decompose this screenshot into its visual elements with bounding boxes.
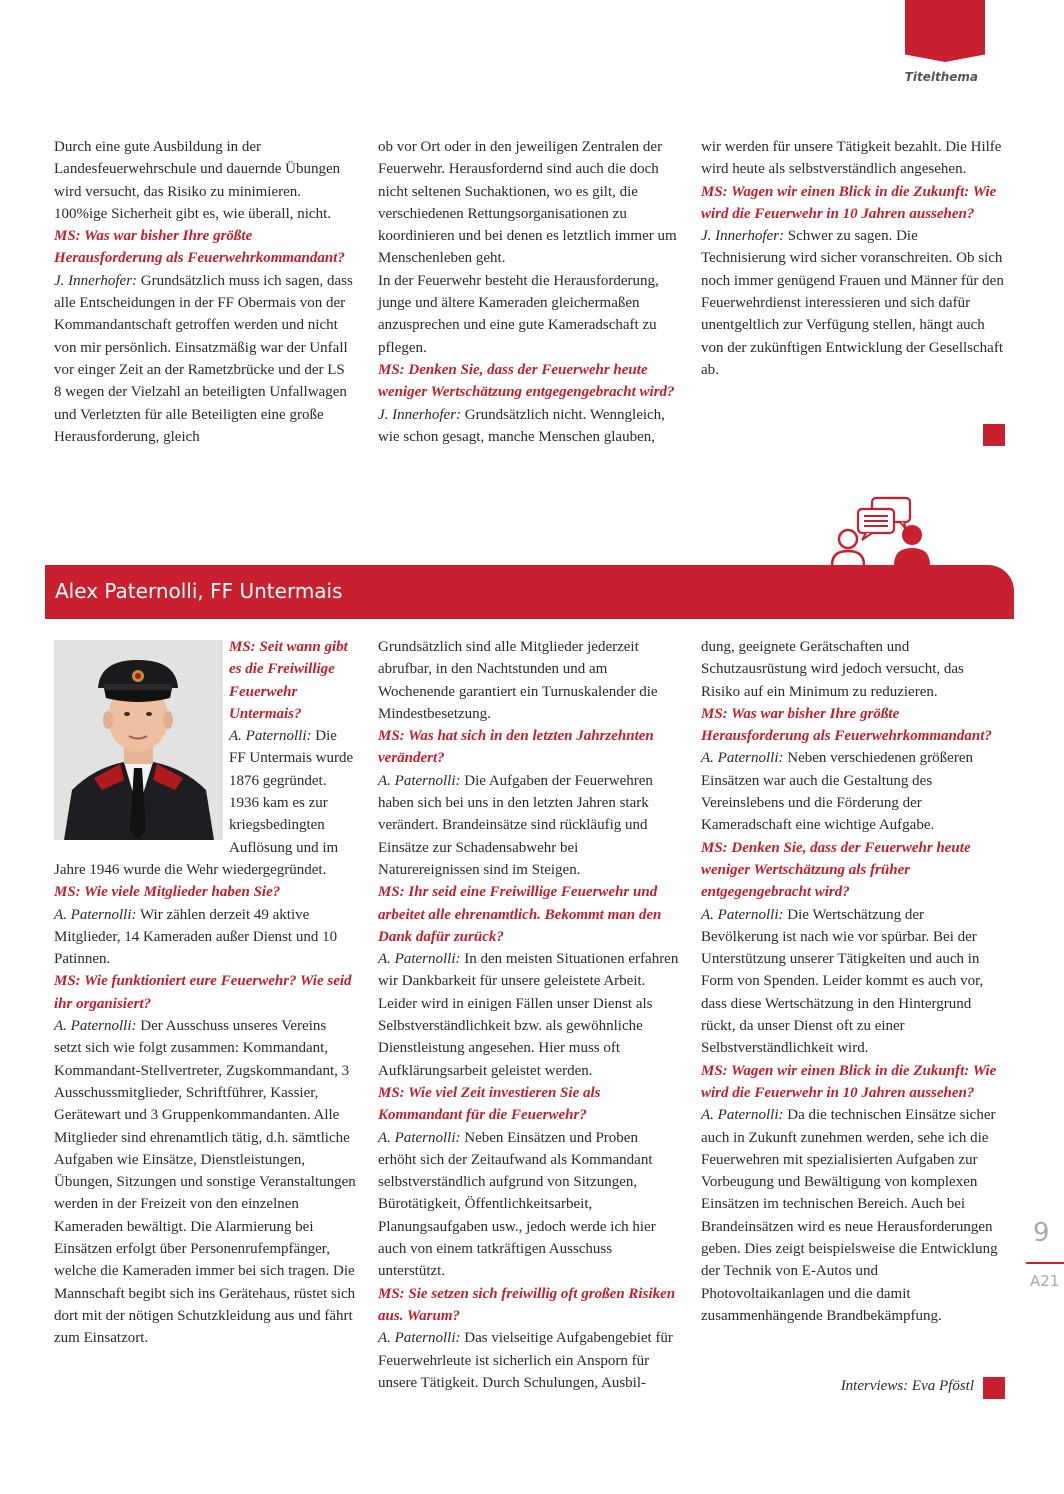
answer-text: Grundsätzlich nicht. Wenngleich, wie schon gesagt, manche Menschen glauben, bbox=[378, 406, 665, 445]
interview-question: MS: Wagen wir einen Blick in die Zukunft: Wie wird die Feuerwehr in 10 Jahren aussehen? bbox=[701, 1062, 997, 1101]
answer-text: Neben verschiedenen größeren Einsätzen war auch die Gestaltung des Vereinslebens und die Förderung der Kameradschaft eine wichtige Aufgabe. bbox=[701, 750, 973, 834]
bottom-column-1 bbox=[54, 636, 356, 1350]
answer-text: Neben Einsätzen und Proben erhöht sich der Zeitaufwand als Kommandant selbstverständlich aufgrund von Sitzungen, Bürotätigkeit, Öffentlichkeitsarbeit, Planungsaufgaben usw., jedoch werde ich hier auch von einem tatkräftigen Ausschuss unterstützt. bbox=[378, 1129, 656, 1280]
speaker-name: A. Paternolli: bbox=[701, 906, 784, 923]
section-tab-marker bbox=[905, 0, 985, 62]
bottom-column-2 bbox=[378, 636, 680, 1394]
interview-title: Alex Paternolli, FF Untermais bbox=[55, 579, 343, 603]
interview-answer bbox=[378, 948, 680, 1082]
interview-answer bbox=[701, 1104, 1005, 1327]
answer-text: Da die technischen Einsätze sicher auch in Zukunft zunehmen werden, sehe ich die Feuerwehren mit spezialisierten Aufgaben zur Vorbeugung und Bewältigung von komplexen Einsätzen im technischen Bereich. Auch bei Brandeinsätzen wird es neue Herausforderungen geben. Dies zeigt beispielsweise die Entwicklung der Technik von E-Autos und Photovoltaikanlagen und die damit zusammenhängende Brandbekämpfung. bbox=[701, 1107, 998, 1324]
answer-text: Der Ausschuss unseres Vereins setzt sich wie folgt zusammen: Kommandant, Kommandant-Stellvertreter, Zugskommandant, 3 Ausschussmitglieder, Schriftführer, Kassier, Gerätewart und 3 Gruppenkommandanten. Alle Mitglieder sind ehrenamtlich tätig, d.h. sämtliche Aufgaben wie Einsätze, Dienstleistungen, Übungen, Sitzungen und sonstige Veranstaltungen werden in der Freizeit von den einzelnen Kameraden bewältigt. Die Alarmierung bei Einsätzen erfolgt über Personenrufempfänger, welche die Kameraden immer bei sich tragen. Die Mannschaft begibt sich ins Gerätehaus, rüstet sich dort mit der nötigen Schutzkleidung aus und fährt zum Einsatzort. bbox=[54, 1018, 356, 1347]
interview-question: MS: Denken Sie, dass der Feuerwehr heute weniger Wertschätzung entgegengebracht wird? bbox=[378, 361, 675, 401]
interview-question: MS: Denken Sie, dass der Feuerwehr heute weniger Wertschätzung als früher entgegengebracht wird? bbox=[701, 839, 971, 901]
top-column-2 bbox=[378, 136, 680, 448]
answer-text: Grundsätzlich muss ich sagen, dass alle Entscheidungen in der FF Obermais von der Kommandantschaft getroffen werden und nicht von mir persönlich. Einsatzmäßig war der Unfall vor einger Zeit an der Rametzbrücke und der LS 8 wegen der Vielzahl an beteiligten Unfallwagen und Verletzten für alle Beteiligten eine große Herausforderung, gleich bbox=[54, 272, 353, 445]
article-end-marker bbox=[983, 1377, 1005, 1399]
interview-question: MS: Wie viele Mitglieder haben Sie? bbox=[54, 884, 281, 901]
answer-text: Die Aufgaben der Feuerwehren haben sich bei uns in den letzten Jahren stark verändert. Brandeinsätze sind rückläufig und Einsätze zur Schadensabwehr bei Naturereignissen sind im Steigen. bbox=[378, 772, 653, 878]
answer-text: In den meisten Situationen erfahren wir Dankbarkeit für unsere geleistete Arbeit. Leider wird in einigen Fällen unser Dienst als Selbstverständlichkeit bzw. als gewöhnliche Dienstleistung angesehen. Hier muss oft Aufklärungsarbeit geleistet werden. bbox=[378, 951, 679, 1079]
interview-answer bbox=[378, 1127, 680, 1283]
interview-question: MS: Ihr seid eine Freiwillige Feuerwehr und arbeitet alle ehrenamtlich. Bekommt man den Dank dafür zurück? bbox=[378, 884, 662, 945]
body-paragraph: Durch eine gute Ausbildung in der Landesfeuerwehrschule und dauernde Übungen wird versucht, das Risiko zu minimieren. 100%ige Sicherheit gibt es, wie überall, nicht. bbox=[54, 139, 341, 222]
interview-answer bbox=[378, 1327, 680, 1394]
speaker-name: A. Paternolli: bbox=[378, 1330, 461, 1347]
section-label: Titelthema bbox=[904, 70, 978, 84]
portrait-photo bbox=[54, 640, 223, 840]
speaker-name: A. Paternolli: bbox=[701, 750, 784, 767]
page-number-rule bbox=[1026, 1262, 1064, 1264]
interview-question: MS: Seit wann gibt es die Freiwillige Feuerwehr Untermais? bbox=[229, 639, 348, 722]
article-end-marker bbox=[983, 424, 1005, 446]
body-paragraph: In der Feuerwehr besteht die Herausforderung, junge und ältere Kameraden gleichermaßen anzusprechen und eine gute Kameradschaft zu pflegen. bbox=[378, 272, 659, 356]
issue-code: A21 bbox=[1030, 1272, 1060, 1290]
interview-question: MS: Was war bisher Ihre größte Herausforderung als Feuerwehrkommandant? bbox=[701, 705, 992, 745]
interview-answer bbox=[701, 904, 1005, 1060]
answer-text: Die FF Untermais wurde 1876 gegründet. 1936 kam es zur kriegsbedingten Auflösung und im Jahre 1946 wurde die Wehr wiedergegründet. bbox=[54, 728, 354, 878]
interview-question: MS: Wie viel Zeit investieren Sie als Kommandant für die Feuerwehr? bbox=[378, 1084, 601, 1124]
speaker-name: A. Paternolli: bbox=[701, 1107, 784, 1124]
speaker-name: A. Paternolli: bbox=[54, 1018, 137, 1035]
body-paragraph: ob vor Ort oder in den jeweiligen Zentralen der Feuerwehr. Herausfordernd sind auch die doch nicht seltenen Suchaktionen, wo es gilt, die verschiedenen Rettungsorganisationen zu koordinieren und bei denen es letztlich immer um Menschenleben geht. bbox=[378, 139, 677, 267]
speaker-name: J. Innerhofer: bbox=[54, 272, 138, 289]
interview-question: MS: Was hat sich in den letzten Jahrzehnten verändert? bbox=[378, 728, 654, 767]
speaker-name: A. Paternolli: bbox=[54, 906, 137, 923]
answer-text: Das vielseitige Aufgabengebiet für Feuerwehrleute ist sicherlich ein Ansporn für unsere Tätigkeit. Durch Schulungen, Ausbil- bbox=[378, 1330, 673, 1391]
speaker-name: J. Innerhofer: bbox=[701, 228, 785, 245]
interview-question: MS: Wie funktioniert eure Feuerwehr? Wie seid ihr organisiert? bbox=[54, 973, 352, 1012]
body-paragraph: dung, geeignete Gerätschaften und Schutzausrüstung wird jedoch versucht, das Risiko auf ein Minimum zu reduzieren. bbox=[701, 639, 964, 700]
bottom-column-3 bbox=[701, 636, 1005, 1327]
interview-answer bbox=[378, 404, 680, 449]
interview-question: MS: Wagen wir einen Blick in die Zukunft: Wie wird die Feuerwehr in 10 Jahren aussehen? bbox=[701, 183, 997, 222]
interview-credit: Interviews: Eva Pföstl bbox=[840, 1378, 974, 1394]
speaker-name: J. Innerhofer: bbox=[378, 406, 462, 423]
body-paragraph: Grundsätzlich sind alle Mitglieder jederzeit abrufbar, in den Nachtstunden und am Wochenende garantiert ein Turnuskalender die Mindestbesetzung. bbox=[378, 639, 658, 722]
interview-answer bbox=[701, 225, 1005, 381]
top-column-1 bbox=[54, 136, 354, 448]
page-number: 9 bbox=[1033, 1218, 1050, 1248]
top-column-3 bbox=[701, 136, 1005, 381]
speaker-name: A. Paternolli: bbox=[229, 728, 312, 745]
interview-answer bbox=[54, 270, 354, 448]
speaker-name: A. Paternolli: bbox=[378, 1129, 461, 1146]
speaker-name: A. Paternolli: bbox=[378, 772, 461, 789]
answer-text: Die Wertschätzung der Bevölkerung ist nach wie vor spürbar. Bei der Unterstützung unserer Tätigkeiten und auch in Form von Spenden. Leider kommt es auch vor, dass diese Wertschätzung in den Hintergrund rückt, da unser Dienst oft zu einer Selbstverständlichkeit wird. bbox=[701, 906, 984, 1057]
interview-banner bbox=[45, 565, 1014, 619]
interview-question: MS: Was war bisher Ihre größte Herausforderung als Feuerwehrkommandant? bbox=[54, 228, 345, 267]
interview-question: MS: Sie setzen sich freiwillig oft großen Risiken aus. Warum? bbox=[378, 1285, 676, 1324]
interview-answer bbox=[701, 747, 1005, 836]
two-people-speech-bubbles-icon bbox=[828, 495, 932, 567]
interview-answer bbox=[378, 770, 680, 881]
body-paragraph: wir werden für unsere Tätigkeit bezahlt. Die Hilfe wird heute als selbstverständlich angesehen. bbox=[701, 139, 1002, 178]
speaker-name: A. Paternolli: bbox=[378, 951, 461, 968]
answer-text: Wir zählen derzeit 49 aktive Mitglieder, 14 Kameraden außer Dienst und 10 Patinnen. bbox=[54, 906, 338, 968]
interview-answer bbox=[54, 904, 356, 971]
answer-text: Schwer zu sagen. Die Technisierung wird sicher voranschreiten. Ob sich noch immer genügend Frauen und Männer für den Feuerwehrdienst interessieren und sich dafür unentgeltlich zur Verfügung stellen, hängt auch von der zukünftigen Entwicklung der Gesellschaft ab. bbox=[701, 228, 1004, 378]
interview-answer bbox=[54, 1015, 356, 1349]
